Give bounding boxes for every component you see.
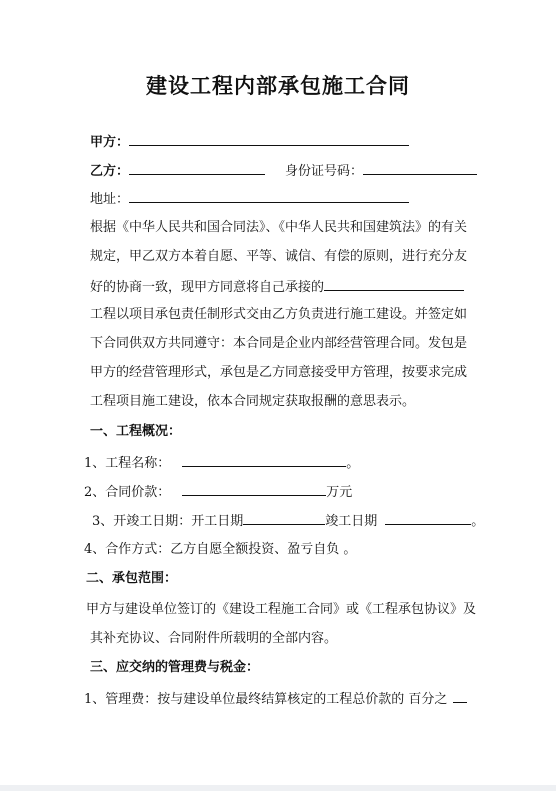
contract-price-blank — [182, 483, 326, 496]
id-label: 身份证号码： — [285, 164, 364, 179]
contract-price-row — [84, 483, 352, 501]
intro-line-6: 甲方的经营管理形式，承包是乙方同意接受甲方管理，按要求完成 — [90, 365, 468, 380]
cooperation-row: 4、合作方式：乙方自愿全额投资、盈亏自负 。 — [84, 542, 357, 557]
intro-line-3 — [90, 278, 464, 296]
party-b-blank — [129, 162, 265, 175]
dates-row — [92, 512, 484, 530]
intro-line-1: 根据《中华人民共和国合同法》、《中华人民共和国建筑法》的有关 — [90, 220, 468, 235]
management-fee-row — [84, 690, 467, 708]
project-name-blank — [182, 454, 346, 467]
id-blank — [363, 162, 477, 175]
project-name-end: 。 — [346, 456, 360, 471]
contract-price-unit: 万元 — [326, 485, 353, 500]
intro-line-7: 工程项目施工建设，依本合同规定获取报酬的意思表示。 — [90, 394, 416, 409]
address-label: 地址： — [90, 192, 130, 207]
dates-end: 。 — [471, 514, 485, 529]
party-a-row — [90, 133, 409, 151]
project-name-label: 1、工程名称： — [84, 456, 171, 471]
start-date-blank — [243, 512, 325, 525]
intro-line-4: 工程以项目承包责任制形式交由乙方负责进行施工建设。并签定如 — [90, 307, 468, 322]
start-date-label: 3、开竣工日期：开工日期 — [92, 514, 244, 529]
section-3-heading: 三、应交纳的管理费与税金： — [90, 660, 260, 675]
party-b-row — [90, 162, 265, 180]
project-name-row — [84, 454, 359, 472]
project-blank — [324, 278, 464, 291]
scope-line-2: 其补充协议、合同附件所载明的全部内容。 — [90, 631, 338, 646]
intro-line-3-text: 好的协商一致，现甲方同意将自己承接的 — [90, 280, 325, 295]
page-bottom-bar — [0, 785, 556, 791]
party-b-label: 乙方： — [90, 164, 130, 179]
intro-line-2: 规定，甲乙双方本着自愿、平等、诚信、有偿的原则，进行充分友 — [90, 249, 468, 264]
section-2-heading: 二、承包范围： — [86, 571, 178, 586]
scope-line-1: 甲方与建设单位签订的《建设工程施工合同》或《工程承包协议》及 — [86, 602, 477, 617]
end-date-label: 竣工日期 — [325, 514, 378, 529]
party-a-blank — [129, 133, 409, 146]
document-title: 建设工程内部承包施工合同 — [146, 73, 410, 98]
management-fee-text: 1、管理费：按与建设单位最终结算核定的工程总价款的 百分之 — [84, 692, 448, 707]
contract-price-label: 2、合同价款： — [84, 485, 171, 500]
id-row — [285, 162, 477, 180]
party-a-label: 甲方： — [90, 135, 130, 150]
address-blank — [129, 190, 409, 203]
address-row — [90, 190, 409, 208]
section-1-heading: 一、工程概况： — [90, 424, 182, 439]
percent-blank — [453, 690, 467, 703]
intro-line-5: 下合同供双方共同遵守：本合同是企业内部经营管理合同。发包是 — [90, 336, 468, 351]
end-date-blank — [385, 512, 471, 525]
